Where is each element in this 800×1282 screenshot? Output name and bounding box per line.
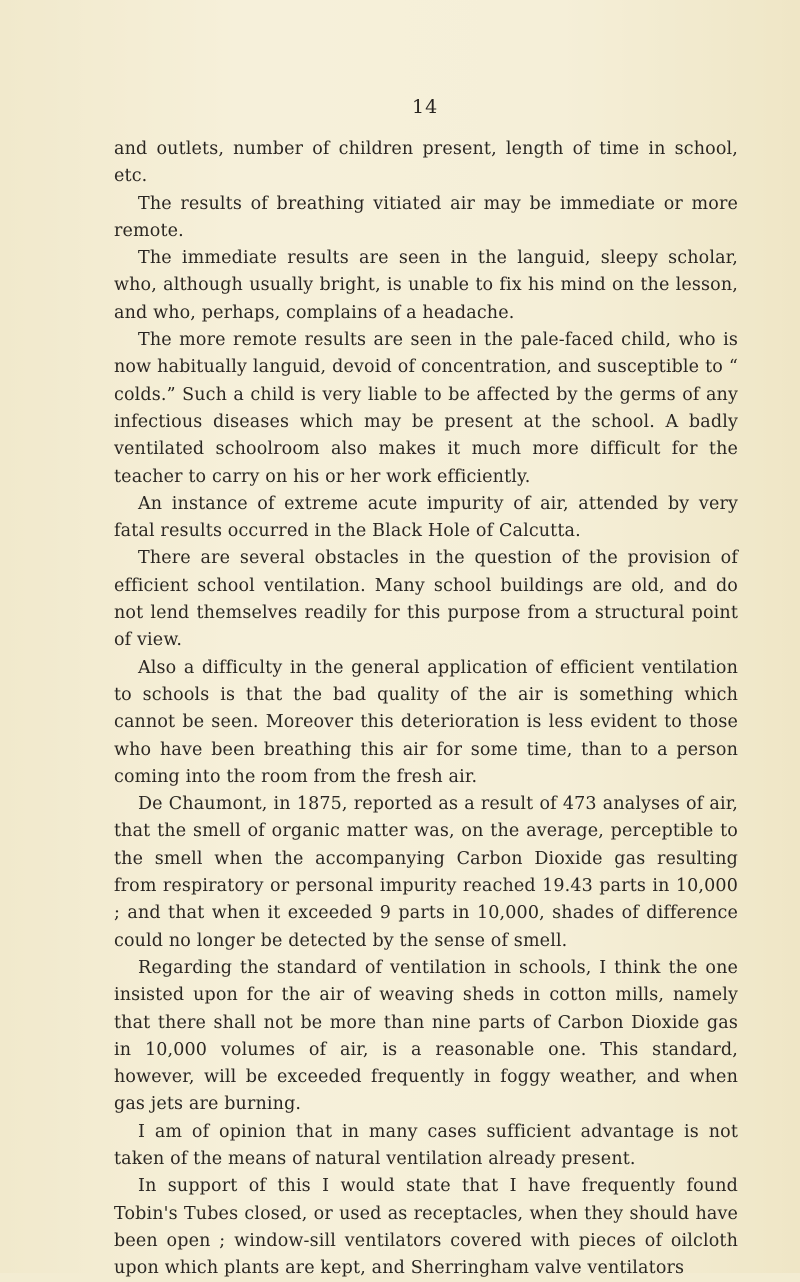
paragraph-4: The more remote results are seen in the pale-faced child, who is now habitually languid, devoid of concentration, and susceptible to “ colds.” Such a child is very liable to be affected by the germs of any infectious diseases which may be present at the school. A badly ventilated schoolroom also makes it much more difficult for the teacher to carry on his or her work efficiently. <box>114 330 738 487</box>
paragraph-1: and outlets, number of children present, length of time in school, etc. <box>114 139 738 187</box>
paragraph-8: De Chaumont, in 1875, reported as a result of 473 analyses of air, that the smell of organic matter was, on the average, perceptible to the smell when the accompanying Carbon Dioxide gas resulting from respiratory or personal impurity reached 19.43 parts in 10,000 ; and that when it exceeded 9 parts in 10,000, shades of difference could no longer be detected by the sense of smell. <box>114 794 738 951</box>
paragraph-6: There are several obstacles in the question of the provision of efficient school ventilation. Many school buildings are old, and do not lend themselves readily for this purpose from a structural point of view. <box>114 548 738 651</box>
page-number: 14 <box>412 96 439 118</box>
paragraph-7: Also a difficulty in the general application of efficient ventilation to schools is that the bad quality of the air is something which cannot be seen. Moreover this deterioration is less evident to those who have been breathing this air for some time, than to a person coming into the room from the fresh air. <box>114 657 738 787</box>
paragraph-9: Regarding the standard of ventilation in schools, I think the one insisted upon for the air of weaving sheds in cotton mills, namely that there shall not be more than nine parts of Carbon Dioxide gas in 10,000 volumes of air, is a reasonable one. This standard, however, will be exceeded frequently in foggy weather, and when gas jets are burning. <box>114 957 738 1115</box>
body-text <box>114 136 738 1282</box>
paragraph-11: In support of this I would state that I have frequently found Tobin's Tubes closed, or used as receptacles, when they should have been open ; window-sill ventilators covered with pieces of oilcloth upon which plants are kept, and Sherringham valve ventilators <box>114 1176 738 1279</box>
paragraph-3: The immediate results are seen in the languid, sleepy scholar, who, although usually bright, is unable to fix his mind on the lesson, and who, perhaps, complains of a headache. <box>114 248 738 323</box>
paragraph-5: An instance of extreme acute impurity of air, attended by very fatal results occurred in the Black Hole of Calcutta. <box>114 493 738 542</box>
paragraph-10: I am of opinion that in many cases sufficient advantage is not taken of the means of natural ventilation already present. <box>114 1121 738 1169</box>
paragraph-2: The results of breathing vitiated air may be immediate or more remote. <box>114 193 738 241</box>
